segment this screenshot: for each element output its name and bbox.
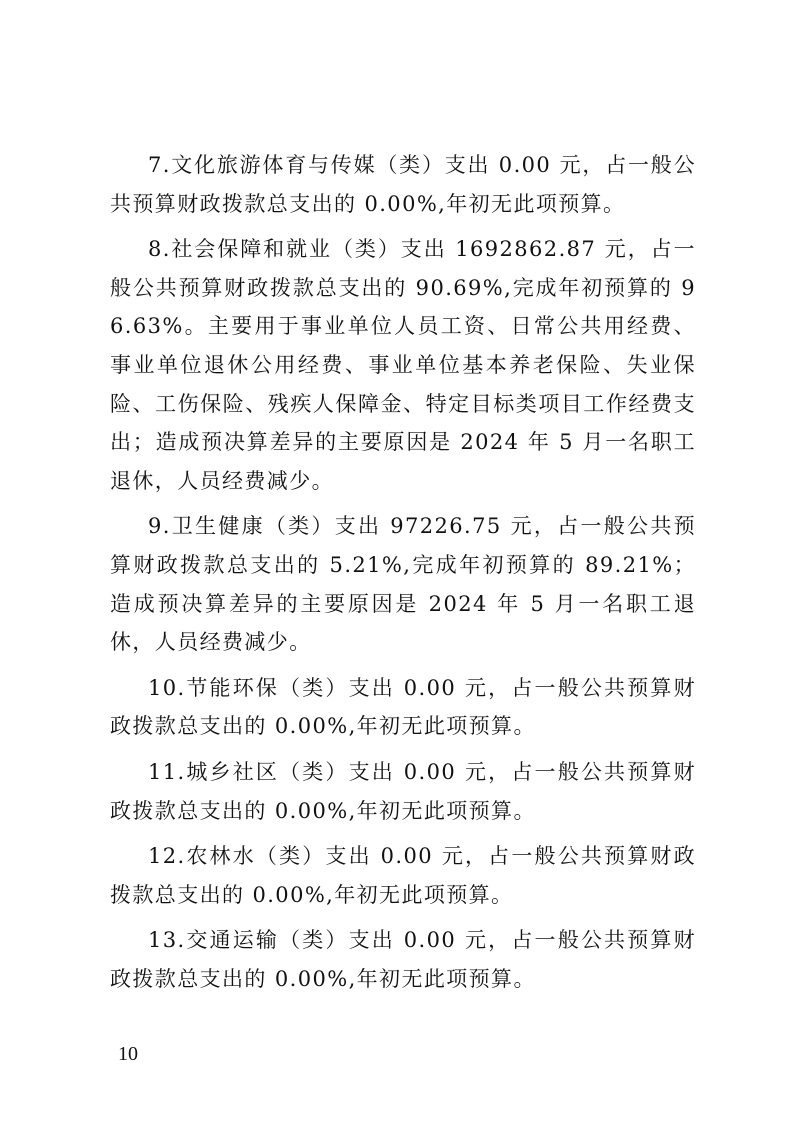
document-body <box>110 146 696 1005</box>
paragraph-culture-tourism: 7.文化旅游体育与传媒（类）支出 0.00 元，占一般公共预算财政拨款总支出的 0.00%,年初无此项预算。 <box>110 153 696 216</box>
paragraph-agriculture: 12.农林水（类）支出 0.00 元，占一般公共预算财政拨款总支出的 0.00%,年初无此项预算。 <box>110 844 696 907</box>
page-number: 10 <box>118 1043 138 1065</box>
paragraph-urban-rural: 11.城乡社区（类）支出 0.00 元，占一般公共预算财政拨款总支出的 0.00%,年初无此项预算。 <box>110 759 696 823</box>
paragraph-health: 9.卫生健康（类）支出 97226.75 元，占一般公共预算财政拨款总支出的 5.21%,完成年初预算的 89.21%；造成预决算差异的主要原因是 2024 年 5 月一名职工退休，人员经费减少。 <box>110 514 696 655</box>
paragraph-transportation: 13.交通运输（类）支出 0.00 元，占一般公共预算财政拨款总支出的 0.00%,年初无此项预算。 <box>110 928 696 991</box>
paragraph-energy-environment: 10.节能环保（类）支出 0.00 元，占一般公共预算财政拨款总支出的 0.00%,年初无此项预算。 <box>110 675 696 739</box>
paragraph-social-security: 8.社会保障和就业（类）支出 1692862.87 元，占一般公共预算财政拨款总支出的 90.69%,完成年初预算的 96.63%。主要用于事业单位人员工资、日常公共用经费、事业单位退休公用经费、事业单位基本养老保险、失业保险、工伤保险、残疾人保障金、特定目标类项目工作经费支出；造成预决算差异的主要原因是 2024 年 5 月一名职工退休，人员经费减少。 <box>110 237 696 493</box>
